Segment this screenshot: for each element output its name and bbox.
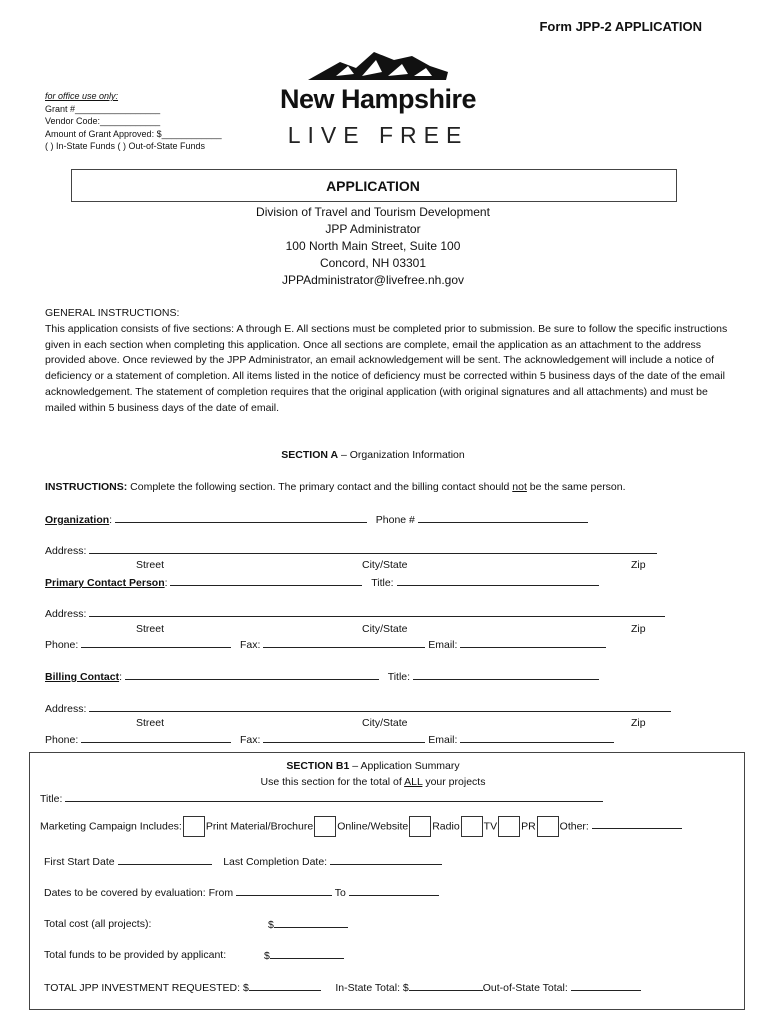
org-street-label: Street: [136, 559, 165, 571]
billing-phone-row: Phone: Fax: Email:: [45, 733, 614, 746]
in-state-input[interactable]: [409, 981, 483, 991]
total-funds-input[interactable]: [270, 949, 344, 959]
billing-city-label: City/State: [362, 717, 408, 729]
billing-address-input[interactable]: [89, 702, 671, 712]
vendor-code: Vendor Code:____________: [45, 116, 161, 126]
print-checkbox[interactable]: [183, 816, 205, 837]
application-title: APPLICATION: [326, 178, 420, 194]
funds-type: ( ) In-State Funds ( ) Out-of-State Funds: [45, 141, 206, 151]
dates-row: First Start Date Last Completion Date:: [44, 855, 442, 868]
logo-name: New Hampshire: [279, 84, 477, 114]
total-cost-input[interactable]: [274, 918, 348, 928]
primary-phone-row: Phone: Fax: Email:: [45, 638, 606, 651]
org-address-row: Address:: [45, 544, 657, 557]
billing-fax-input[interactable]: [263, 733, 425, 743]
mountain-logo-icon: [278, 46, 478, 86]
billing-contact-input[interactable]: [125, 670, 379, 680]
general-instructions: [45, 306, 735, 417]
primary-zip-label: Zip: [631, 623, 646, 635]
billing-phone-input[interactable]: [81, 733, 231, 743]
total-funds-label: Total funds to be provided by applicant:: [44, 949, 227, 961]
tv-checkbox[interactable]: [461, 816, 483, 837]
primary-address-row: Address:: [45, 607, 665, 620]
radio-checkbox[interactable]: [409, 816, 431, 837]
other-checkbox[interactable]: [537, 816, 559, 837]
org-address-input[interactable]: [89, 544, 657, 554]
eval-to-input[interactable]: [349, 886, 439, 896]
pr-checkbox[interactable]: [498, 816, 520, 837]
address-city: Concord, NH 03301: [319, 256, 427, 270]
primary-phone-input[interactable]: [81, 638, 231, 648]
b1-title-row: Title:: [40, 792, 603, 805]
address-street: 100 North Main Street, Suite 100: [285, 239, 461, 253]
logo-tagline: LIVE FREE: [287, 122, 469, 148]
primary-city-label: City/State: [362, 623, 408, 635]
primary-address-input[interactable]: [89, 607, 665, 617]
totals-row: TOTAL JPP INVESTMENT REQUESTED: $ In-State Total: $ Out-of-State Total:: [44, 981, 641, 994]
billing-title-input[interactable]: [413, 670, 599, 680]
billing-email-input[interactable]: [460, 733, 614, 743]
grant-number: Grant #_________________: [45, 103, 161, 114]
b1-title-input[interactable]: [65, 792, 603, 802]
billing-zip-label: Zip: [631, 717, 646, 729]
office-use-block: [45, 90, 222, 153]
section-a-heading: SECTION A – Organization Information: [281, 449, 465, 461]
primary-street-label: Street: [136, 623, 165, 635]
marketing-row: Marketing Campaign Includes: Print Material/Brochure Online/Website Radio TV PR Other:: [40, 816, 682, 837]
total-cost-field: $: [268, 918, 348, 931]
instructions-body: This application consists of five sections: A through E. All sections must be completed prior to submission. Be sure to follow the specific instructions given in each section when completing this application. Once all sections are complete, email the application as an attachment to the address provided above. Once reviewed by the JPP Administrator, an email acknowledgement will be sent. The acknowledgement will include a notice of deficiency or a statement of completion. All items listed in the notice of deficiency must be corrected within 5 business days of the date of the email acknowledgement. The statement of completion requires that the original application (with original signatures and all attachments) and must be mailed within 5 business days of the date of email.: [45, 322, 728, 414]
evaluation-dates-row: Dates to be covered by evaluation: From To: [44, 886, 439, 899]
address-email: JPPAdministrator@livefree.nh.gov: [281, 273, 465, 287]
section-a-instructions: INSTRUCTIONS: Complete the following section. The primary contact and the billing contact should not be the same person.: [45, 481, 626, 493]
office-use-label: for office use only:: [45, 91, 119, 101]
org-city-label: City/State: [362, 559, 408, 571]
total-cost-label: Total cost (all projects):: [44, 918, 152, 930]
billing-address-row: Address:: [45, 702, 671, 715]
billing-contact-row: Billing Contact: Title:: [45, 670, 599, 683]
nh-logo: [278, 46, 478, 158]
primary-fax-input[interactable]: [263, 638, 425, 648]
last-completion-input[interactable]: [330, 855, 442, 865]
section-b1-heading: SECTION B1 – Application Summary: [286, 760, 460, 772]
form-code: Form JPP-2 APPLICATION: [539, 19, 702, 34]
organization-phone-input[interactable]: [418, 513, 588, 523]
other-input[interactable]: [592, 819, 682, 829]
primary-contact-row: Primary Contact Person: Title:: [45, 576, 599, 589]
primary-email-input[interactable]: [460, 638, 606, 648]
eval-from-input[interactable]: [236, 886, 332, 896]
section-b1-usage: Use this section for the total of ALL your projects: [260, 776, 486, 788]
primary-contact-input[interactable]: [170, 576, 362, 586]
total-funds-field: $: [264, 949, 344, 962]
organization-input[interactable]: [115, 513, 367, 523]
billing-street-label: Street: [136, 717, 165, 729]
first-start-input[interactable]: [118, 855, 212, 865]
primary-title-input[interactable]: [397, 576, 599, 586]
online-checkbox[interactable]: [314, 816, 336, 837]
total-jpp-input[interactable]: [249, 981, 321, 991]
instructions-heading: GENERAL INSTRUCTIONS:: [45, 307, 180, 319]
grant-amount: Amount of Grant Approved: $____________: [45, 128, 222, 139]
org-zip-label: Zip: [631, 559, 646, 571]
out-state-input[interactable]: [571, 981, 641, 991]
section-b1-box: [29, 752, 745, 1010]
address-division: Division of Travel and Tourism Development: [256, 205, 490, 219]
address-admin: JPP Administrator: [325, 222, 421, 236]
organization-row: Organization: Phone #: [45, 513, 588, 526]
